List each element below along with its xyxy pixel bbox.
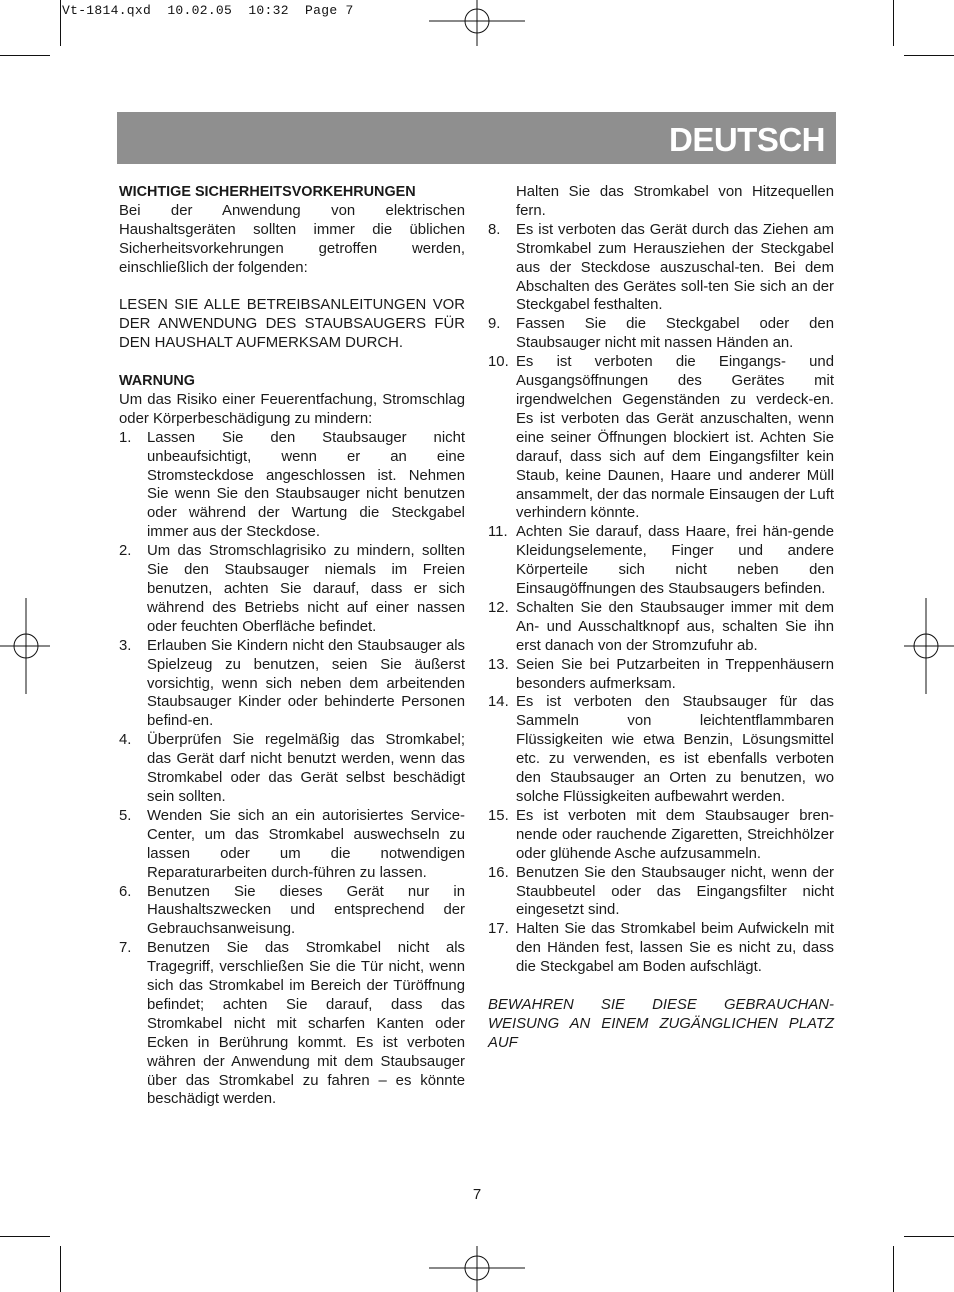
list-item [119, 883, 465, 940]
item-text: Halten Sie das Stromkabel beim Aufwickeln mit den Händen fest, lassen Sie es nicht zu, dass die Steckgabel am Boden aufschlägt. [516, 921, 834, 976]
print-slug: Vt-1814.qxd 10.02.05 10:32 Page 7 [62, 3, 354, 18]
warning-heading: WARNUNG [119, 373, 195, 390]
warning-list-right [488, 221, 834, 977]
list-item [488, 353, 834, 523]
crop-mark [893, 1246, 894, 1292]
page-number: 7 [472, 1186, 482, 1203]
item-number: 13. [488, 656, 509, 673]
list-item [488, 920, 834, 977]
item-number: 3. [119, 637, 132, 654]
item-number: 17. [488, 921, 509, 938]
crop-mark [60, 1246, 61, 1292]
language-title: DEUTSCH [668, 121, 825, 158]
list-item [488, 523, 834, 599]
list-item [119, 429, 465, 542]
crop-mark [904, 1236, 954, 1237]
list-item [488, 221, 834, 316]
intro-paragraph: Bei der Anwendung von elektrischen Haushaltsgeräten sollten immer die üblichen Sicherheitsvorkehrungen getroffen werden, einschließlich der folgenden: [119, 202, 465, 276]
closing-notice: BEWAHREN SIE DIESE GEBRAUCHAN-WEISUNG AN EINEM ZUGÄNGLICHEN PLATZ AUF [488, 996, 834, 1051]
item-text: Es ist verboten mit dem Staubsauger bren-nende oder rauchende Zigaretten, Streichhölzer oder glühende Asche aufzusammeln. [516, 807, 834, 862]
list-item [119, 542, 465, 637]
item-text: Es ist verboten den Staubsauger für das Sammeln von leichtentflammbaren Flüssigkeiten wie etwa Benzin, Lösungsmittel etc. zu verwenden, es ist ebenfalls verboten den Staubsauger an Orten zu benutzen, wo solche Flüssigkeiten aufbewahrt werden. [516, 694, 834, 805]
item-text: Es ist verboten das Gerät durch das Ziehen am Stromkabel zum Herausziehen der Steckgabel aus der Steckdose auszuschal-ten. Bei dem Abschalten des Gerätes soll-ten Sie sich an der Steckgabel festhalten. [516, 221, 834, 314]
list-item [119, 637, 465, 732]
item-number: 6. [119, 883, 132, 900]
registration-mark-icon [0, 598, 50, 694]
item-number: 1. [119, 429, 132, 446]
item-number: 8. [488, 221, 501, 238]
warning-list-left [119, 429, 465, 1110]
left-column [119, 183, 465, 1109]
item-text: Benutzen Sie dieses Gerät nur in Haushaltszwecken und entsprechend der Gebrauchsanweisung. [147, 883, 465, 938]
item-number: 10. [488, 354, 509, 371]
item-text: Es ist verboten die Eingangs- und Ausgangsöffnungen des Gerätes mit irgendwelchen Gegenständen zu verdeck-en. Es ist verboten das Gerät anzuschalten, wenn eine seiner Öffnungen blockiert ist. Achten Sie darauf, dass sich auf dem Eingangsfilter kein Staub, keine Daunen, Haare und anderer Müll ansammelt, der das normale Einsaugen der Luft verhindern könnte. [516, 354, 834, 522]
item-number: 15. [488, 807, 509, 824]
item-number: 5. [119, 807, 132, 824]
item-number: 11. [488, 524, 508, 541]
item-7-continuation: Halten Sie das Stromkabel von Hitzequellen fern. [516, 184, 834, 219]
crop-mark [0, 55, 50, 56]
crop-mark [60, 0, 61, 46]
item-text: Wenden Sie sich an ein autorisiertes Service-Center, um das Stromkabel auswechseln zu lassen oder um die notwendigen Reparaturarbeiten durch-führen zu lassen. [147, 807, 465, 881]
item-number: 14. [488, 694, 509, 711]
item-number: 9. [488, 316, 501, 333]
item-text: Erlauben Sie Kindern nicht den Staubsauger als Spielzeug zu benutzen, seien Sie äußerst vorsichtig, wenn sich neben dem arbeitenden Staubsauger Kinder oder behinderte Personen befind-en. [147, 637, 465, 730]
list-item [488, 315, 834, 353]
warning-intro: Um das Risiko einer Feuerentfachung, Stromschlag oder Körperbeschädigung zu mindern: [119, 391, 465, 427]
registration-mark-icon [429, 1246, 525, 1292]
list-item [488, 656, 834, 694]
registration-mark-icon [904, 598, 954, 694]
item-text: Schalten Sie den Staubsauger immer mit dem An- und Ausschaltknopf aus, schalten Sie ihn erst danach von der Stromzufuhr ab. [516, 599, 834, 654]
item-number: 7. [119, 940, 132, 957]
language-header-bar [117, 112, 836, 164]
item-text: Lassen Sie den Staubsauger nicht unbeaufsichtigt, wenn er an eine Stromsteckdose angeschlossen ist. Nehmen Sie wenn Sie den Staubsauger nicht benutzen oder während der Wartung die Steckgabel immer aus der Steckdose. [147, 429, 465, 541]
item-number: 16. [488, 864, 509, 881]
item-text: Benutzen Sie den Staubsauger nicht, wenn der Staubbeutel oder das Eingangsfilter nicht eingesetzt sind. [516, 864, 834, 919]
item-text: Fassen Sie die Steckgabel oder den Staubsauger nicht mit nassen Händen an. [516, 316, 834, 352]
item-text: Überprüfen Sie regelmäßig das Stromkabel; das Gerät darf nicht benutzt werden, wenn das Stromkabel oder das Gerät selbst beschädigt sein sollten. [147, 732, 465, 805]
list-item [119, 807, 465, 883]
crop-mark [893, 0, 894, 46]
crop-mark [904, 55, 954, 56]
item-number: 12. [488, 599, 509, 616]
list-item [488, 864, 834, 921]
right-column [488, 183, 834, 1053]
item-text: Um das Stromschlagrisiko zu mindern, sollten Sie den Staubsauger niemals im Freien benutzen, achten Sie darauf, dass er sich während des Betriebs nicht auf einer nassen oder feuchten Oberfläche befindet. [147, 543, 465, 635]
item-number: 4. [119, 732, 132, 749]
list-item [488, 807, 834, 864]
list-item [488, 599, 834, 656]
item-text: Benutzen Sie das Stromkabel nicht als Tragegriff, verschließen Sie die Tür nicht, wenn sich das Stromkabel im Bereich der Türöffnung befindet; achten Sie darauf, dass das Stromkabel nicht mit scharfen Kanten oder Ecken in Berührung kommt. Es ist verboten währen der Anwendung mit dem Staubsauger über das Stromkabel zu fahren – es könnte beschädigt werden. [147, 940, 465, 1108]
read-notice: LESEN SIE ALLE BETREIBSANLEITUNGEN VOR DER ANWENDUNG DES STAUBSAUGERS FÜR DEN HAUSHALT AUFMERKSAM DURCH. [119, 297, 465, 352]
list-item [488, 693, 834, 806]
safety-heading: WICHTIGE SICHERHEITSVORKEHRUNGEN [119, 184, 416, 200]
registration-mark-icon [429, 0, 525, 46]
item-number: 2. [119, 543, 132, 560]
list-item [119, 939, 465, 1109]
item-text: Achten Sie darauf, dass Haare, frei hän-gende Kleidungselemente, Finger und andere Körperteile sich nicht neben den Einsaugöffnungen des Staubsaugers befinden. [516, 524, 834, 598]
item-text: Seien Sie bei Putzarbeiten in Treppenhäusern besonders aufmerksam. [516, 656, 834, 692]
crop-mark [0, 1236, 50, 1237]
list-item [119, 731, 465, 807]
